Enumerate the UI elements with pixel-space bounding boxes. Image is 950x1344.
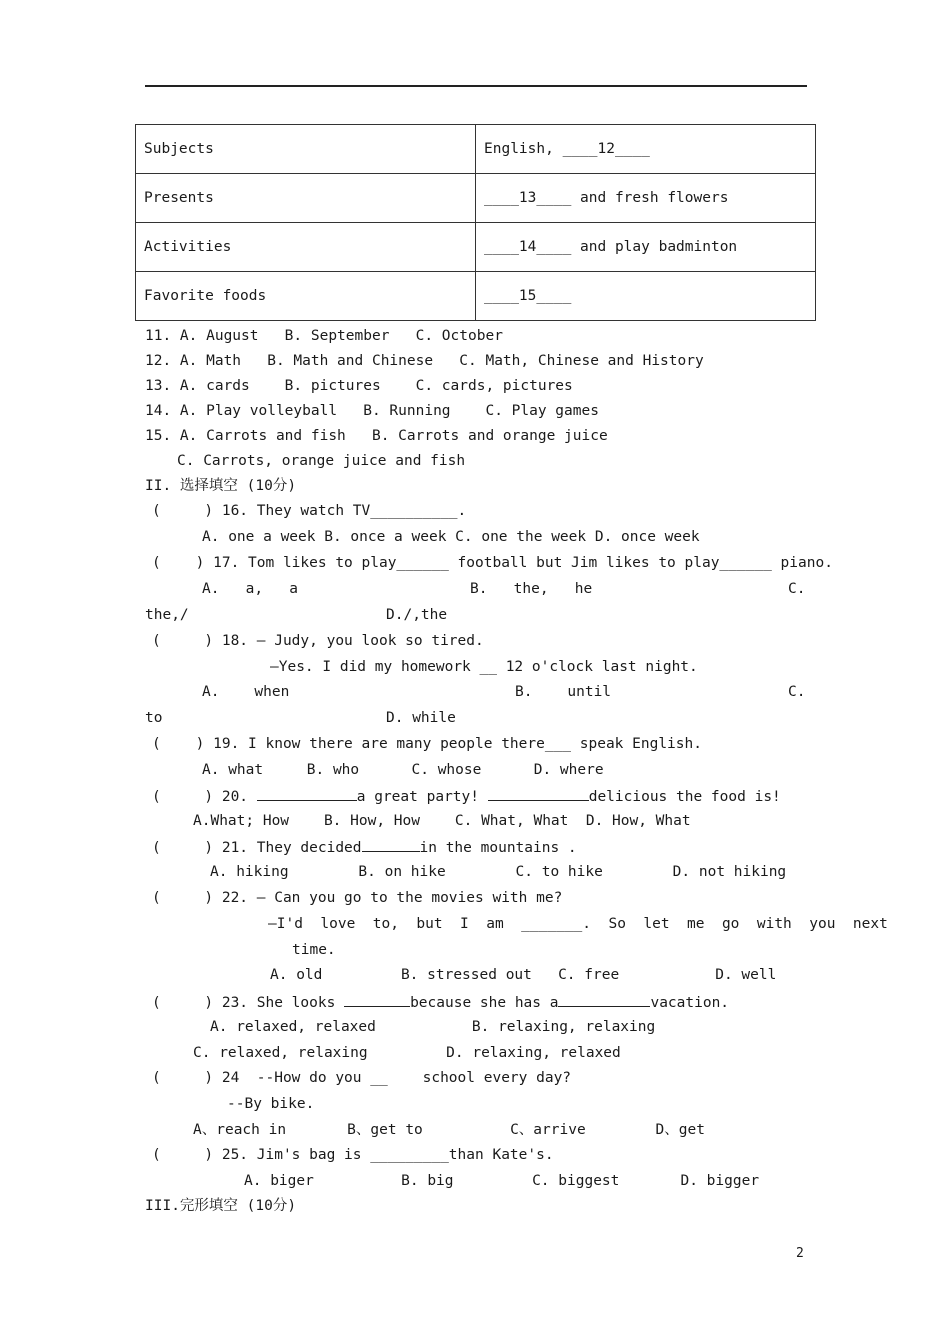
question-17-option-c: C.	[788, 581, 806, 597]
question-24-options: A、reach in B、get to C、arrive D、get	[193, 1122, 705, 1138]
question-15: 15. A. Carrots and fish B. Carrots and orange juice	[145, 428, 608, 444]
question-22-reply-cont: time.	[292, 942, 336, 958]
question-20	[152, 785, 781, 807]
question-22: ( ) 22. — Can you go to the movies with me?	[152, 890, 563, 906]
question-20-options: A.What; How B. How, How C. What, What D. How, What	[193, 813, 691, 829]
question-23-options-cd: C. relaxed, relaxing D. relaxing, relaxed	[193, 1045, 621, 1061]
question-18-option-c-text: to	[145, 710, 163, 726]
question-18-option-b: B. until	[515, 684, 612, 700]
section-3-heading: III.完形填空 (10分)	[145, 1198, 297, 1214]
blank	[257, 785, 357, 801]
question-14: 14. A. Play volleyball B. Running C. Play games	[145, 403, 599, 419]
blank	[362, 836, 420, 852]
table-value: ____13____ and fresh flowers	[476, 174, 816, 223]
question-20-middle: a great party!	[356, 789, 488, 805]
section-2-heading: II. 选择填空 (10分)	[145, 478, 297, 494]
question-11: 11. A. August B. September C. October	[145, 328, 503, 344]
question-21-end: in the mountains .	[419, 840, 577, 856]
question-22-reply: —I'd love to, but I am _______. So let me go with you next	[268, 916, 888, 932]
question-16: ( ) 16. They watch TV__________.	[152, 503, 467, 519]
question-25-options: A. biger B. big C. biggest D. bigger	[244, 1173, 760, 1189]
question-22-options: A. old B. stressed out C. free D. well	[270, 967, 777, 983]
table-value: ____15____	[476, 272, 816, 321]
question-23-options-ab: A. relaxed, relaxed B. relaxing, relaxing	[210, 1019, 656, 1035]
question-21-options: A. hiking B. on hike C. to hike D. not hiking	[210, 864, 787, 880]
question-17-option-d: D./,the	[386, 607, 448, 623]
question-15-option-c: C. Carrots, orange juice and fish	[177, 453, 466, 469]
question-17: ( ) 17. Tom likes to play______ football but Jim likes to play______ piano.	[152, 555, 833, 571]
question-23-middle: because she has a	[410, 995, 559, 1011]
question-13: 13. A. cards B. pictures C. cards, pictures	[145, 378, 573, 394]
question-23-end: vacation.	[650, 995, 730, 1011]
question-25: ( ) 25. Jim's bag is _________than Kate's.	[152, 1147, 554, 1163]
question-21-prefix: ( ) 21. They decided	[152, 840, 362, 856]
table-key: Activities	[136, 223, 476, 272]
table-key: Presents	[136, 174, 476, 223]
question-19: ( ) 19. I know there are many people there___ speak English.	[152, 736, 702, 752]
question-19-options: A. what B. who C. whose D. where	[202, 762, 604, 778]
question-18-option-c: C.	[788, 684, 806, 700]
info-table	[135, 124, 816, 321]
question-17-option-a: A. a, a	[202, 581, 299, 597]
table-row	[136, 125, 816, 174]
table-key: Subjects	[136, 125, 476, 174]
question-18-option-d: D. while	[386, 710, 456, 726]
question-17-option-c-text: the,/	[145, 607, 189, 623]
table-row	[136, 272, 816, 321]
question-24: ( ) 24 --How do you __ school every day?	[152, 1070, 572, 1086]
question-16-options: A. one a week B. once a week C. one the week D. once week	[202, 529, 700, 545]
blank	[488, 785, 589, 801]
question-23-prefix: ( ) 23. She looks	[152, 995, 345, 1011]
page-number: 2	[796, 1246, 804, 1261]
table-value: English, ____12____	[476, 125, 816, 174]
table-row	[136, 174, 816, 223]
question-20-prefix: ( ) 20.	[152, 789, 257, 805]
question-17-option-b: B. the, he	[470, 581, 593, 597]
question-18-reply: —Yes. I did my homework __ 12 o'clock last night.	[270, 659, 698, 675]
question-18-option-a: A. when	[202, 684, 290, 700]
question-23	[152, 991, 729, 1013]
question-12: 12. A. Math B. Math and Chinese C. Math, Chinese and History	[145, 353, 704, 369]
blank	[344, 991, 410, 1007]
header-rule	[145, 85, 807, 87]
question-20-end: delicious the food is!	[588, 789, 781, 805]
question-24-reply: --By bike.	[227, 1096, 315, 1112]
table-row	[136, 223, 816, 272]
blank	[558, 991, 650, 1007]
question-18: ( ) 18. — Judy, you look so tired.	[152, 633, 484, 649]
table-value: ____14____ and play badminton	[476, 223, 816, 272]
table-key: Favorite foods	[136, 272, 476, 321]
question-21	[152, 836, 577, 858]
